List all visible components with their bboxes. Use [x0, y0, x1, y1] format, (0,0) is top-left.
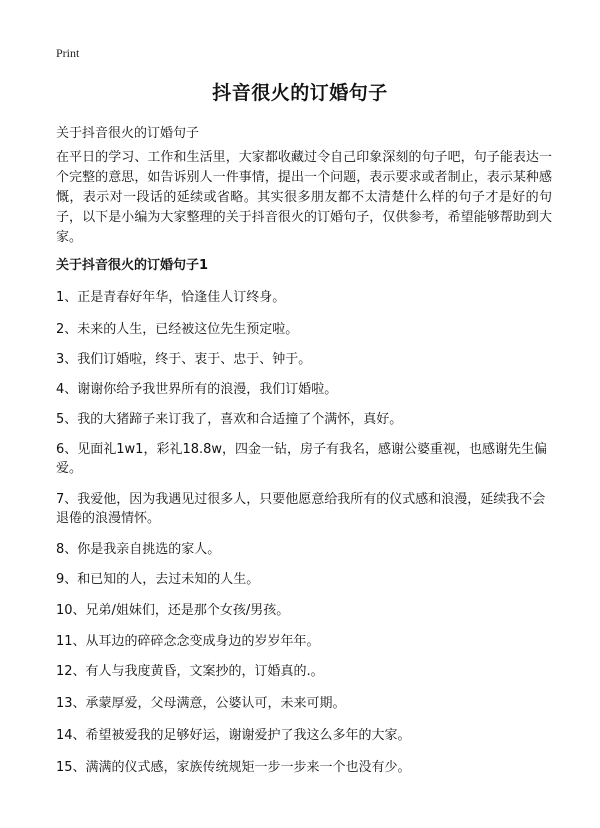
print-link[interactable]: Print: [56, 46, 80, 60]
intro-paragraph: 在平日的学习、工作和生活里，大家都收藏过令自己印象深刻的句子吧，句子能表达一个完整的意思，如告诉别人一件事情，提出一个问题，表示要求或者制止，表示某种感慨，表示对一段话的延续或省略。其实很多朋友都不太清楚什么样的句子才是好的句子，以下是小编为大家整理的关于抖音很火的订婚句子，仅供参考，希望能够帮助到大家。: [56, 150, 552, 245]
subtitle: 关于抖音很火的订婚句子: [56, 126, 200, 141]
list-item: 15、满满的仪式感，家族传统规矩一步一步来一个也没有少。: [56, 760, 411, 775]
list-item: 13、承蒙厚爱，父母满意，公婆认可，未来可期。: [56, 696, 346, 711]
list-item: 1、正是青春好年华，恰逢佳人订终身。: [56, 290, 286, 305]
list-item: 5、我的大猪蹄子来订我了，喜欢和合适撞了个满怀，真好。: [56, 412, 403, 427]
page-title: 抖音很火的订婚句子: [212, 82, 388, 104]
list-item: 11、从耳边的碎碎念念变成身边的岁岁年年。: [56, 634, 320, 649]
list-item: 6、见面礼1w1，彩礼18.8w，四金一钻，房子有我名，感谢公婆重视，也感谢先生偏爱。: [56, 442, 548, 476]
list-item: 8、你是我亲自挑选的家人。: [56, 542, 221, 557]
list-item: 14、希望被爱我的足够好运，谢谢爱护了我这么多年的大家。: [56, 728, 411, 743]
list-item: 12、有人与我度黄昏，文案抄的，订婚真的.。: [56, 664, 324, 679]
list-item: 4、谢谢你给予我世界所有的浪漫，我们订婚啦。: [56, 382, 338, 397]
list-item: 3、我们订婚啦，终于、衷于、忠于、钟于。: [56, 352, 312, 367]
list-item: 9、和已知的人，去过未知的人生。: [56, 572, 260, 587]
list-item: 2、未来的人生，已经被这位先生预定啦。: [56, 322, 299, 337]
list-item: 10、兄弟/姐妹们，还是那个女孩/男孩。: [56, 603, 290, 618]
list-item: 7、我爱他，因为我遇见过很多人，只要他愿意给我所有的仪式感和浪漫，延续我不会退倦的浪漫情怀。: [56, 492, 546, 526]
section-heading: 关于抖音很火的订婚句子1: [56, 258, 209, 273]
